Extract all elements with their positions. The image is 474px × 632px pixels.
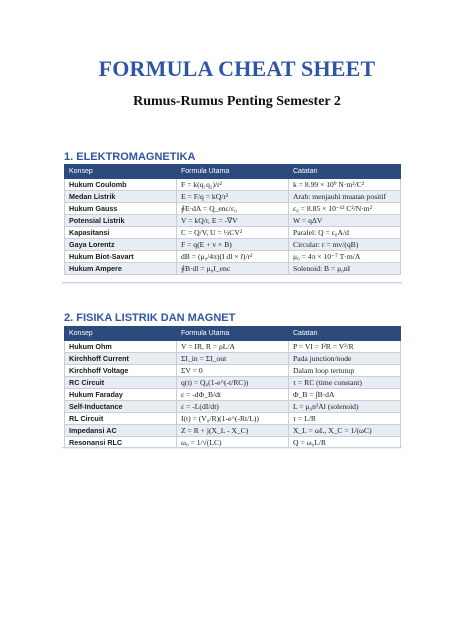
table-shadow: [62, 447, 402, 449]
cell-catatan: Circular: r = mv/(qB): [289, 239, 401, 251]
table-fisika-listrik-magnet: [64, 326, 401, 449]
cell-catatan: Solenoid: B = μ₀nI: [289, 263, 401, 275]
cell-konsep: Potensial Listrik: [65, 215, 177, 227]
cell-catatan: τ = L/R: [289, 413, 401, 425]
table-row: [65, 413, 401, 425]
cell-konsep: RC Circuit: [65, 377, 177, 389]
cell-formula: ΣI_in = ΣI_out: [177, 353, 289, 365]
column-header-formula: Formula Utama: [177, 165, 289, 179]
cell-formula: E = F/q = kQ/r²: [177, 191, 289, 203]
cell-formula: ∮B·dl = μ₀I_enc: [177, 263, 289, 275]
cell-formula: ε = -dΦ_B/dt: [177, 389, 289, 401]
cell-catatan: Q = ω₀L/R: [289, 437, 401, 449]
table-row: [65, 425, 401, 437]
cell-catatan: Pada junction/node: [289, 353, 401, 365]
table-row: [65, 227, 401, 239]
cell-catatan: k = 8.99 × 10⁹ N·m²/C²: [289, 179, 401, 191]
column-header-konsep: Konsep: [65, 327, 177, 341]
cell-konsep: RL Circuit: [65, 413, 177, 425]
cell-formula: ∮E·dA = Q_enc/ε₀: [177, 203, 289, 215]
cell-formula: ε = -L(dI/dt): [177, 401, 289, 413]
cell-catatan: μ₀ = 4π × 10⁻⁷ T·m/A: [289, 251, 401, 263]
cell-formula: q(t) = Q₀(1-e^(-t/RC)): [177, 377, 289, 389]
cell-konsep: Hukum Biot-Savart: [65, 251, 177, 263]
cell-konsep: Hukum Faraday: [65, 389, 177, 401]
column-header-formula: Formula Utama: [177, 327, 289, 341]
cell-formula: ω₀ = 1/√(LC): [177, 437, 289, 449]
table-row: [65, 203, 401, 215]
table-row: [65, 179, 401, 191]
cell-konsep: Hukum Ampere: [65, 263, 177, 275]
cell-konsep: Impedansi AC: [65, 425, 177, 437]
section-heading-elektromagnetika: 1. ELEKTROMAGNETIKA: [64, 151, 196, 163]
cell-formula: F = k(q₁q₂)/r²: [177, 179, 289, 191]
table-row: [65, 341, 401, 353]
column-header-catatan: Catatan: [289, 327, 401, 341]
table-elektromagnetika: [64, 164, 401, 275]
cell-konsep: Kapasitansi: [65, 227, 177, 239]
cell-konsep: Hukum Ohm: [65, 341, 177, 353]
cell-catatan: P = VI = I²R = V²/R: [289, 341, 401, 353]
table-header-row: [65, 327, 401, 341]
cell-catatan: Φ_B = ∫B·dA: [289, 389, 401, 401]
table-row: [65, 215, 401, 227]
cell-formula: F = q(E + v × B): [177, 239, 289, 251]
table-row: [65, 353, 401, 365]
table-row: [65, 239, 401, 251]
cell-konsep: Self-Inductance: [65, 401, 177, 413]
table-row: [65, 389, 401, 401]
table-shadow: [62, 282, 402, 284]
table-row: [65, 401, 401, 413]
cell-konsep: Resonansi RLC: [65, 437, 177, 449]
cell-formula: Z = R + j(X_L - X_C): [177, 425, 289, 437]
cell-catatan: Paralel: Q = ε₀A/d: [289, 227, 401, 239]
cell-formula: I(t) = (V₀/R)(1-e^(-Rt/L)): [177, 413, 289, 425]
cell-konsep: Kirchhoff Current: [65, 353, 177, 365]
cell-catatan: ε₀ = 8.85 × 10⁻¹² C²/N·m²: [289, 203, 401, 215]
cell-catatan: W = qΔV: [289, 215, 401, 227]
cell-formula: ΣV = 0: [177, 365, 289, 377]
cell-konsep: Medan Listrik: [65, 191, 177, 203]
column-header-catatan: Catatan: [289, 165, 401, 179]
table-row: [65, 263, 401, 275]
cell-catatan: X_L = ωL, X_C = 1/(ωC): [289, 425, 401, 437]
cell-konsep: Kirchhoff Voltage: [65, 365, 177, 377]
cell-catatan: Dalam loop tertutup: [289, 365, 401, 377]
table-row: [65, 377, 401, 389]
cell-formula: C = Q/V, U = ½CV²: [177, 227, 289, 239]
cell-formula: V = kQ/r, E = -∇V: [177, 215, 289, 227]
cell-formula: dB = (μ₀/4π)(I dl × r̂)/r²: [177, 251, 289, 263]
column-header-konsep: Konsep: [65, 165, 177, 179]
table-row: [65, 251, 401, 263]
cell-konsep: Gaya Lorentz: [65, 239, 177, 251]
page-subtitle: Rumus-Rumus Penting Semester 2: [133, 94, 341, 109]
cell-catatan: L = μ₀n²Al (solenoid): [289, 401, 401, 413]
table-row: [65, 191, 401, 203]
cell-konsep: Hukum Coulomb: [65, 179, 177, 191]
cell-formula: V = IR, R = ρL/A: [177, 341, 289, 353]
cell-catatan: Arah: menjauhi muatan positif: [289, 191, 401, 203]
section-heading-fisika-listrik-magnet: 2. FISIKA LISTRIK DAN MAGNET: [64, 312, 236, 324]
cell-konsep: Hukum Gauss: [65, 203, 177, 215]
table-row: [65, 365, 401, 377]
cell-catatan: τ = RC (time constant): [289, 377, 401, 389]
table-header-row: [65, 165, 401, 179]
page-title: FORMULA CHEAT SHEET: [98, 56, 376, 81]
